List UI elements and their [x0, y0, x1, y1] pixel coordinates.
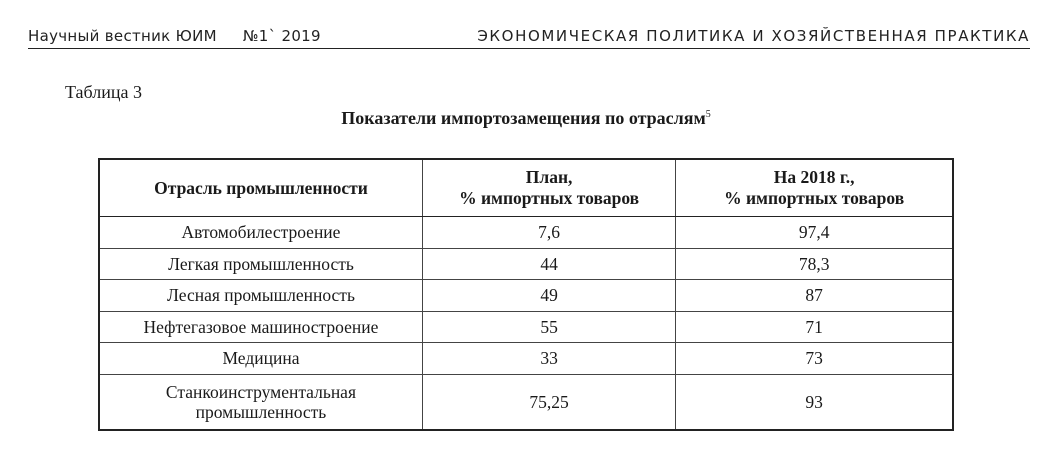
running-header — [28, 24, 1030, 49]
cell-industry: Нефтегазовое машиностроение — [99, 311, 422, 343]
header-plan-line1: План, — [525, 167, 573, 187]
cell-industry — [99, 374, 422, 430]
cell-2018: 97,4 — [676, 217, 953, 249]
import-substitution-table — [98, 158, 954, 431]
table-row — [99, 374, 953, 430]
cell-2018: 78,3 — [676, 248, 953, 280]
table-row — [99, 280, 953, 312]
cell-industry: Медицина — [99, 343, 422, 375]
table-row — [99, 311, 953, 343]
section-title: ЭКОНОМИЧЕСКАЯ ПОЛИТИКА И ХОЗЯЙСТВЕННАЯ ПРАКТИКА — [477, 27, 1030, 45]
cell-industry: Лесная промышленность — [99, 280, 422, 312]
header-plan — [422, 159, 675, 217]
cell-2018: 87 — [676, 280, 953, 312]
cell-2018: 93 — [676, 374, 953, 430]
cell-industry-line2: промышленность — [195, 401, 327, 422]
footnote-marker: 5 — [705, 109, 711, 120]
cell-plan: 49 — [422, 280, 675, 312]
table-title-text: Показатели импортозамещения по отраслям — [341, 108, 706, 128]
cell-plan: 75,25 — [422, 374, 675, 430]
table-label: Таблица 3 — [65, 82, 142, 102]
cell-industry: Легкая промышленность — [99, 248, 422, 280]
table-header-row — [99, 159, 953, 217]
table-title — [0, 108, 1052, 129]
header-plan-line2: % импортных товаров — [459, 188, 640, 208]
issue-number: №1` 2019 — [242, 27, 321, 45]
table-row — [99, 217, 953, 249]
header-industry: Отрасль промышленности — [99, 159, 422, 217]
cell-industry-line1: Станкоинструментальная — [165, 381, 357, 402]
cell-plan: 44 — [422, 248, 675, 280]
table-row — [99, 343, 953, 375]
cell-plan: 7,6 — [422, 217, 675, 249]
cell-plan: 33 — [422, 343, 675, 375]
cell-industry: Автомобилестроение — [99, 217, 422, 249]
cell-2018: 73 — [676, 343, 953, 375]
header-2018-line1: На 2018 г., — [773, 167, 855, 187]
header-left — [28, 27, 321, 45]
journal-name: Научный вестник ЮИМ — [28, 27, 217, 45]
cell-plan: 55 — [422, 311, 675, 343]
cell-2018: 71 — [676, 311, 953, 343]
header-2018-line2: % импортных товаров — [724, 188, 905, 208]
table-row — [99, 248, 953, 280]
header-2018 — [676, 159, 953, 217]
